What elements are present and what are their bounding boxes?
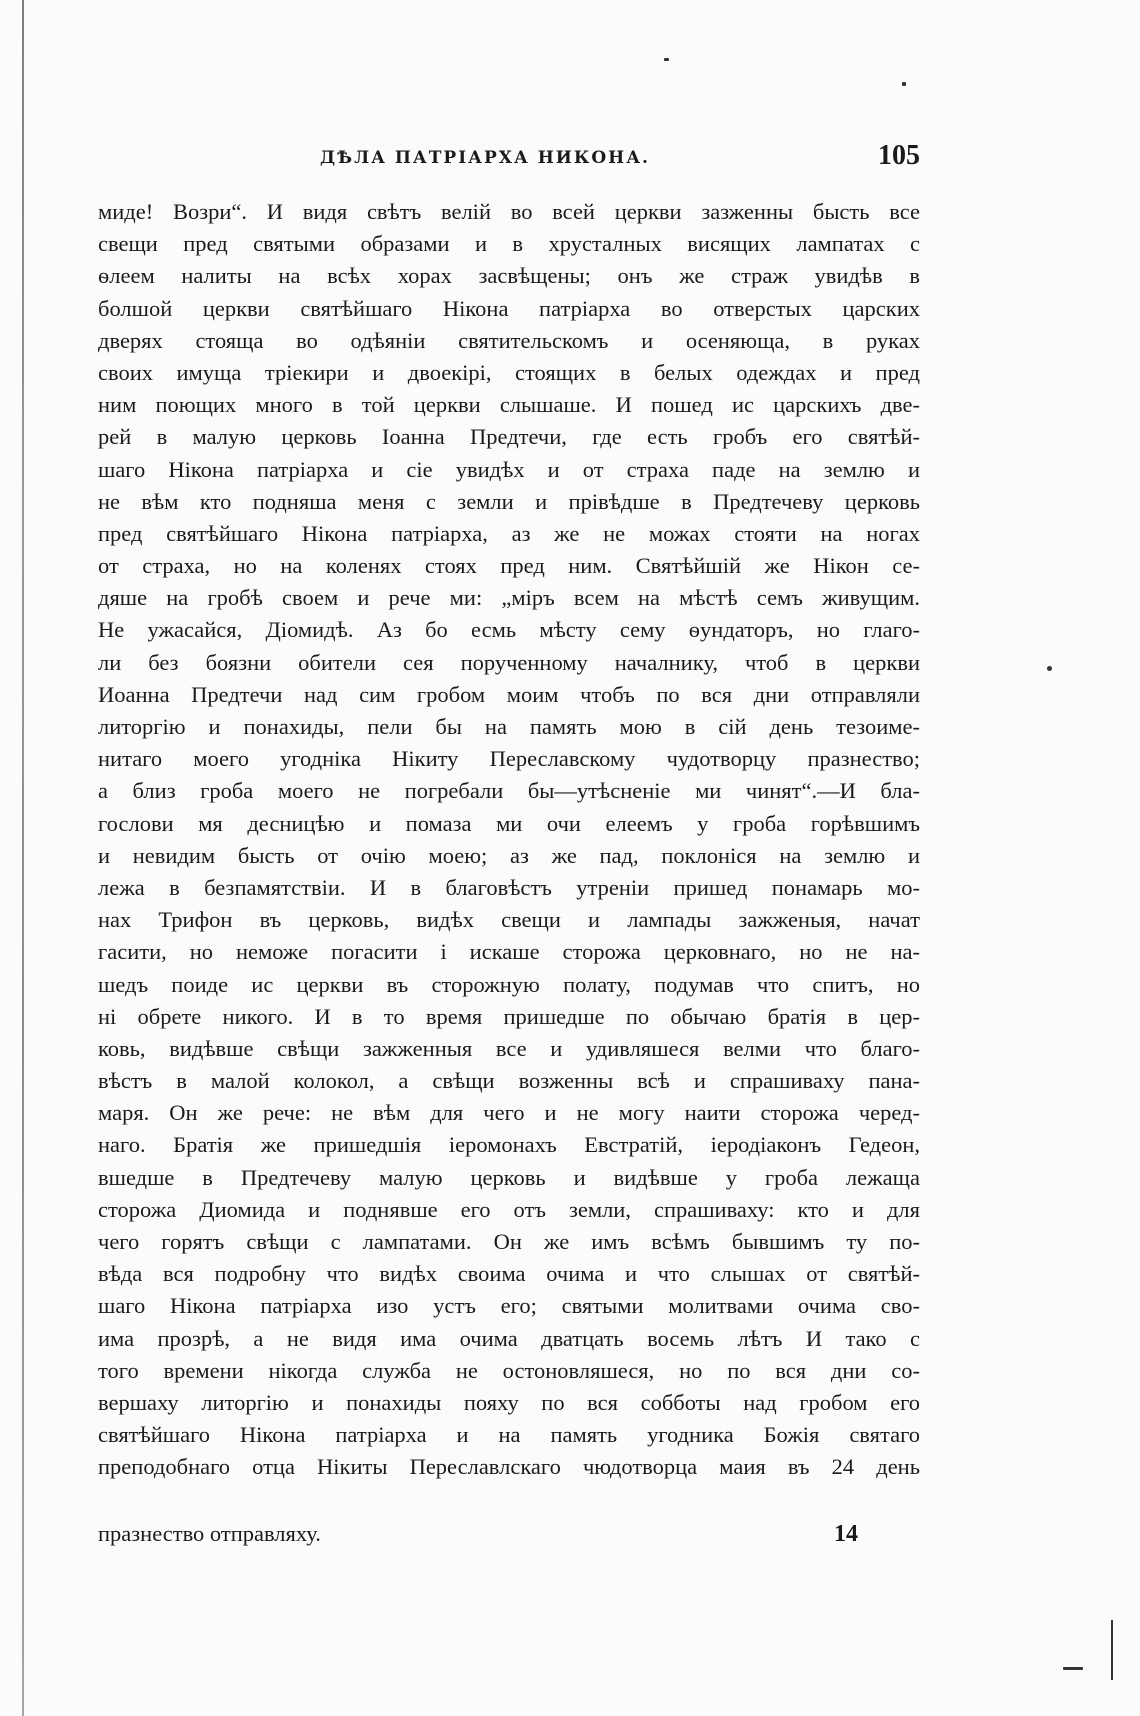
text-line: гослови мя десницѣю и помаза ми очи елеемъ у гроба горѣвшимъ xyxy=(98,810,920,836)
text-line: ли без боязни обители сея порученному началнику, чтоб в церкви xyxy=(98,649,920,675)
body-text xyxy=(98,196,920,1484)
text-line: нитаго моего угодніка Нікиту Переславскому чудотворцу празнество; xyxy=(98,746,920,772)
text-line: гасити, но неможе погасити і искаше сторожа церковнаго, но не на- xyxy=(98,939,920,965)
page-edge-line xyxy=(22,0,24,1716)
text-line: вшедше в Предтечеву малую церковь и видѣвше у гроба лежаща xyxy=(98,1164,920,1190)
text-line: нах Трифон въ церковь, видѣх свещи и лампады зажженыя, начат xyxy=(98,907,920,933)
text-line: маря. Он же рече: не вѣм для чего и не могу наити сторожа черед- xyxy=(98,1100,920,1126)
text-line: ним поющих много в той церкви слышаше. И пошед ис царскихъ две- xyxy=(98,392,920,418)
page-number: 105 xyxy=(878,140,920,171)
text-line: лежа в безпамятствіи. И в благовѣстъ утреніи пришед понамарь мо- xyxy=(98,874,920,900)
text-line: миде! Возри“. И видя свѣтъ велій во всей церкви зазженны бысть все xyxy=(98,199,920,224)
text-line: шедъ поиде ис церкви въ сторожную полату, подумав что спитъ, но xyxy=(98,971,920,997)
text-line: не вѣм кто подняша меня с земли и прівѣдше в Предтечеву церковь xyxy=(98,488,920,514)
print-speck xyxy=(1047,666,1052,671)
text-line: има прозрѣ, а не видя има очима дватцать восемь лѣтъ И тако с xyxy=(98,1325,920,1351)
print-speck xyxy=(1063,1667,1083,1670)
text-line: чего горятъ свѣщи с лампатами. Он же имъ всѣмъ бывшимъ ту по- xyxy=(98,1229,920,1254)
text-line-final: празнество отправляху. xyxy=(98,1521,321,1546)
text-line: и невидим бысть от очію моею; аз же пад, поклоніся на землю и xyxy=(98,842,920,868)
page-edge-mark xyxy=(1111,1620,1113,1680)
text-line: от страха, но на коленях стоях пред ним. Святѣйшій же Нікон се- xyxy=(98,553,920,579)
text-line: вѣда вся подробну что видѣх своима очима и что слышах от святѣй- xyxy=(98,1261,920,1287)
signature-row xyxy=(98,1518,920,1554)
text-line: вѣстъ в малой колокол, а свѣщи возженны всѣ и спрашиваху пана- xyxy=(98,1068,920,1094)
text-line: ѳлеем налиты на всѣх хорах засвѣщены; онъ же страж увидѣв в xyxy=(98,263,920,289)
text-line: ні обрете никого. И в то время пришедше по обычаю братія в цер- xyxy=(98,1003,920,1029)
text-line: наго. Братія же пришедшія іеромонахъ Евстратій, іеродіаконъ Гедеон, xyxy=(98,1132,920,1158)
text-line: ковь, видѣвше свѣщи зажженныя все и удивляшеся велми что благо- xyxy=(98,1035,920,1061)
text-line: своих имуща тріекири и двоекірі, стоящих в белых одеждах и пред xyxy=(98,359,920,385)
text-line: литоргію и понахиды, пели бы на память мою в сій день тезоиме- xyxy=(98,714,920,739)
text-line: того времени нікогда служба не остоновляшеся, но по вся дни со- xyxy=(98,1357,920,1383)
text-line: Не ужасайся, Діомидѣ. Аз бо есмь мѣсту сему ѳундаторъ, но глаго- xyxy=(98,617,920,643)
running-head xyxy=(100,140,920,176)
text-line: Иоанна Предтечи над сим гробом моим чтобъ по вся дни отправляли xyxy=(98,681,920,707)
signature-mark: 14 xyxy=(834,1521,858,1547)
text-line: дверях стояща во одѣяніи святительскомъ и осеняюща, в руках xyxy=(98,327,920,353)
text-line: дяше на гробѣ своем и рече ми: „міръ всем на мѣстѣ семъ живущим. xyxy=(98,585,920,611)
text-line: сторожа Диомида и поднявше его отъ земли, спрашиваху: кто и для xyxy=(98,1196,920,1222)
text-line: пред святѣйшаго Нікона патріарха, аз же не можах стояти на ногах xyxy=(98,520,920,546)
text-line: рей в малую церковь Іоанна Предтечи, где есть гробъ его святѣй- xyxy=(98,424,920,450)
running-title: ДѢЛА ПАТРІАРХА НИКОНА. xyxy=(320,148,650,168)
text-line: святѣйшаго Нікона патріарха и на память угодника Божія святаго xyxy=(98,1422,920,1448)
print-speck xyxy=(664,58,669,61)
text-line: вершаху литоргію и понахиды пояху по вся собботы над гробом его xyxy=(98,1389,920,1415)
text-line: свещи пред святыми образами и в хрусталных висящих лампатах с xyxy=(98,231,920,257)
text-line: шаго Нікона патріарха изо устъ его; святыми молитвами очима сво- xyxy=(98,1293,920,1319)
text-line: шаго Нікона патріарха и сіе увидѣх и от страха паде на землю и xyxy=(98,456,920,482)
text-line: а близ гроба моего не погребали бы—утѣсненіе ми чинят“.—И бла- xyxy=(98,778,920,804)
print-speck xyxy=(902,82,906,86)
text-line: болшой церкви святѣйшаго Нікона патріарха во отверстых царских xyxy=(98,295,920,321)
text-line: преподобнаго отца Нікиты Переславлскаго чюдотворца маия въ 24 день xyxy=(98,1454,920,1480)
